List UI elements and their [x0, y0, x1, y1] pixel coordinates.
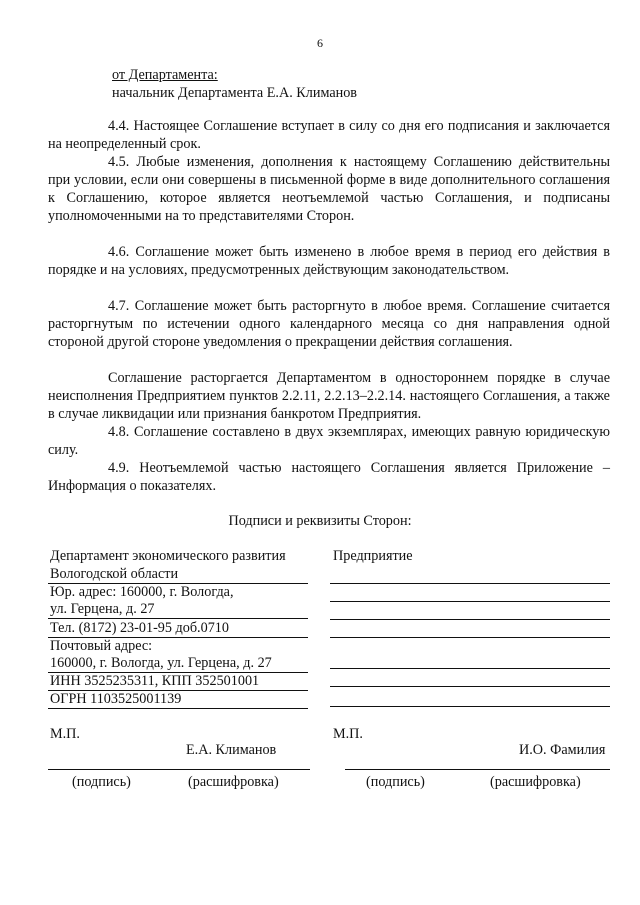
left-party-line: Вологодской области [48, 565, 308, 584]
left-decode-caption: (расшифровка) [188, 774, 279, 790]
clause-text: 4.6. Соглашение может быть изменено в любое время в период его действия в порядке и на условиях, предусмотренных действующим законодательством. [48, 244, 610, 278]
left-signer-name: Е.А. Климанов [186, 742, 277, 758]
right-party-blank-line [330, 583, 610, 584]
clause-text: Соглашение расторгается Департаментом в одностороннем порядке в случае неисполнения Предприятием пунктов 2.2.11, 2.2.13–2.2.14. настоящего Соглашения, а также в случае ликвидации или признания банкротом Предприятия. [48, 370, 610, 422]
page-number: 6 [317, 36, 323, 50]
clause-text: 4.8. Соглашение составлено в двух экземплярах, имеющих равную юридическую силу. [48, 424, 610, 458]
left-sign-caption: (подпись) [72, 774, 131, 790]
left-stamp-label: М.П. [50, 726, 80, 742]
right-party-blank-line [330, 619, 610, 620]
right-stamp-label: М.П. [333, 726, 363, 742]
right-signer-name: И.О. Фамилия [519, 742, 606, 758]
clause-text: 4.9. Неотъемлемой частью настоящего Соглашения является Приложение – Информация о показателях. [48, 460, 610, 494]
left-party-line: Почтовый адрес: [50, 638, 153, 654]
clause-4-5 [48, 153, 610, 225]
left-party-line: ул. Герцена, д. 27 [48, 600, 308, 619]
right-party-blank-line [330, 706, 610, 707]
clause-text: 4.4. Настоящее Соглашение вступает в силу со дня его подписания и заключается на неопределенный срок. [48, 118, 610, 152]
right-party-title: Предприятие [333, 548, 413, 564]
right-party-blank-line [330, 637, 610, 638]
clause-4-7 [48, 297, 610, 351]
right-party-blank-line [330, 668, 610, 669]
left-party-line: 160000, г. Вологда, ул. Герцена, д. 27 [48, 654, 308, 673]
right-sign-caption: (подпись) [366, 774, 425, 790]
left-party-line: Департамент экономического развития [50, 548, 286, 564]
left-party-line: ИНН 3525235311, КПП 352501001 [48, 672, 308, 691]
left-party-line: Юр. адрес: 160000, г. Вологда, [50, 584, 234, 600]
left-party-line: ОГРН 1103525001139 [48, 690, 308, 709]
clause-4-6 [48, 243, 610, 279]
from-department-label: от Департамента: [112, 67, 218, 83]
clause-4-4 [48, 117, 610, 153]
left-party-line: Тел. (8172) 23-01-95 доб.0710 [48, 619, 308, 638]
clause-termination [48, 369, 610, 423]
clause-text: 4.7. Соглашение может быть расторгнуто в любое время. Соглашение считается расторгнутым по истечении одного календарного месяца со дня направления одной стороной другой стороне уведомления о прекращении действия соглашения. [48, 298, 610, 350]
right-party-blank-line [330, 686, 610, 687]
department-head-line: начальник Департамента Е.А. Климанов [112, 85, 358, 101]
clause-text: 4.5. Любые изменения, дополнения к настоящему Соглашению действительны при условии, если они совершены в письменной форме в виде дополнительного соглашения к Соглашению, которое является неотъемлемой частью Соглашения, и подписаны уполномоченными на то представителями Сторон. [48, 154, 610, 224]
clause-4-8 [48, 423, 610, 459]
right-signature-line [345, 769, 610, 770]
signatures-title: Подписи и реквизиты Сторон: [228, 513, 412, 529]
left-signature-line [48, 769, 310, 770]
right-decode-caption: (расшифровка) [490, 774, 581, 790]
right-party-blank-line [330, 601, 610, 602]
clause-4-9 [48, 459, 610, 495]
